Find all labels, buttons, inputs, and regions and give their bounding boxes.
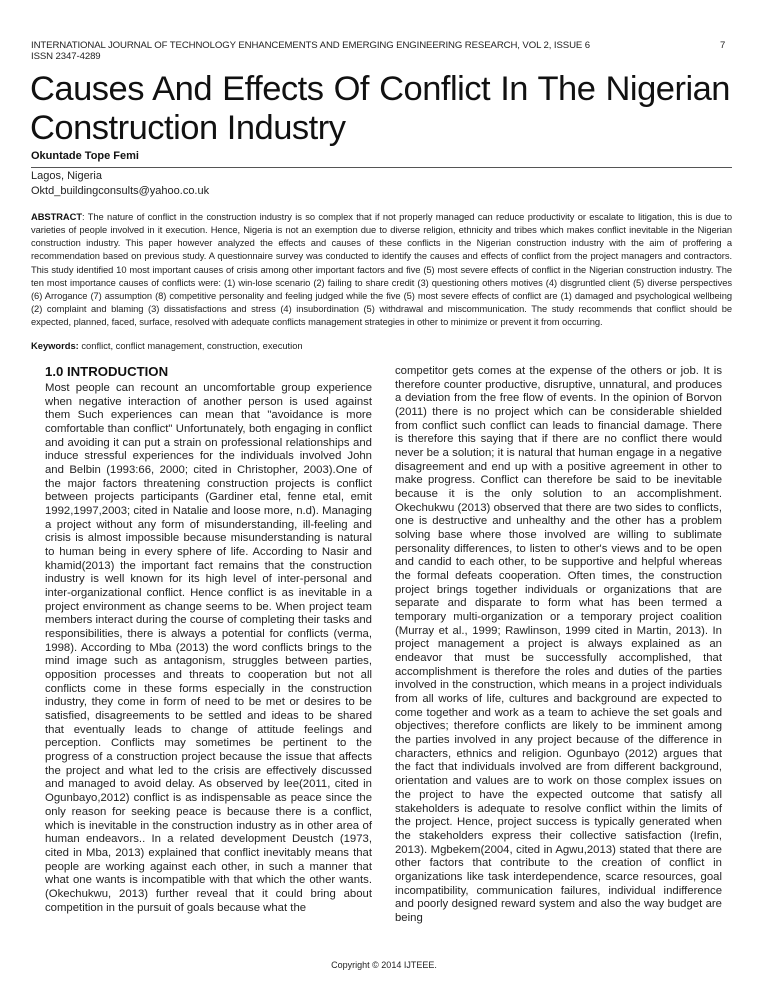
body-column-right: competitor gets comes at the expense of the others or job. It is therefore counter productive, disruptive, unnatural, and produces a deviation from the free flow of events. In the opinion of Borvon (2011) there is no project which can be considerable shielded from conflict such conflict can leads to financial damage. There is therefore this saying that if there are no conflict there would never be a solution; it is natural that human engage in a negative disagreement and end up with a positive agreement in other to make progress. Conflict can therefore be said to be inevitable because it is the only solution to an accomplishment. Okechukwu (2013) observed that there are two sides to conflicts, one is destructive and unhealthy and the other has a problem solving base where those involved are willing to sublimate personality differences, to listen to other's views and to be open and candid to each other, to be supportive and helpful whereas the formal defeats cooperation. Often times, the construction project brings together individuals or organizations that are separate and disparate to form what has been termed a temporary multi-organization or a temporary project coalition (Murray et al., 1999; Rawlinson, 1999 cited in Martin, 2013). In project management a project is always explained as an endeavor that must be successfully accomplished, that accomplishment is therefore the roles and duties of the parties involved in the construction, which means in a project individuals from all works of life, cultures and background are expected to come together and work as a team to achieve the set goals and objectives; therefore conflicts are likely to be imminent among the parties involved in any project because of the difference in characters, ethnics and religion. Ogunbayo (2012) argues that the fact that individuals involved are from different background, orientation and values are to work on those complex issues on the project to have the expected outcome that satisfy all stakeholders is adequate to resolve conflict within the limits of the project. Hence, project success is typically generated when the stakeholders express their collective satisfaction (Irefin, 2013). Mgbekem(2004, cited in Agwu,2013) stated that there are other factors that contribute to the creation of conflict in organizations like task interdependence, scarce resources, goal incompatibility, communication failures, individual indifference and poorly designed reward system and also the way budget are being <box>395 365 722 924</box>
journal-name: INTERNATIONAL JOURNAL OF TECHNOLOGY ENHANCEMENTS AND EMERGING ENGINEERING RESEARCH, VOL 2, ISSUE 6 <box>31 40 590 51</box>
author-affiliation <box>31 169 209 199</box>
title-line-1: Causes And Effects Of Conflict In The Nigerian <box>30 70 730 108</box>
body-column-left: Most people can recount an uncomfortable group experience when negative interaction of another person is used against them Such experiences can mean that "avoidance is more comfortable than conflict" Unfortunately, both engaging in conflict and avoiding it can put a strain on professional relationships and induce stressful experiences for the individuals involved John and Belbin (1993:66, 2000; cited in Christopher, 2003).One of the major factors threatening construction projects is conflict between projects participants (Gardiner etal, fenne etal, emit 1992,1997,2003; cited in Natalie and loose more, n.d). Managing a project without any form of misunderstanding, ill-feeling and crisis is almost impossible because misunderstanding is natural to human being in every sphere of life. According to Nasir and khamid(2013) the important fact remains that the construction industry is well known for its high level of inter-personal and inter-organizational conflict. Hence conflict is as inevitable in a project environment as change seems to be. When project team members interact during the course of completing their tasks and responsibilities, there is always a potential for conflicts (verma, 1998). According to Mba (2013) the word conflicts brings to the mind image such as antagonism, struggles between parties, opposition processes and threats to cooperation but not all conflicts come in these forms especially in the construction industry, they come in form of need to be met or desires to be satisfied, disagreements to be settled and ideas to be shared that eventually leads to change of attitude feelings and perception. Conflicts may sometimes be pertinent to the progress of a construction project because the issue that affects the project and what led to the crisis are effectively discussed and managed to avoid delay. As observed by lee(2011, cited in Ogunbayo,2012) conflict is as indispensable as peace since the only reason for seeking peace is because there is a conflict, which is inevitable in the construction industry as in other area of human endeavors.. In a related development Deustch (1973, cited in Mba, 2013) explained that conflict inevitably means that people are working against each other, in such a manner that what one wants is incompatible with that which the other wants. (Okechukwu, 2013) further reveal that it could bring about competition in the pursuit of goals because what the <box>45 382 372 914</box>
abstract-label: ABSTRACT <box>31 212 82 222</box>
author-divider <box>31 167 732 168</box>
abstract-text: : The nature of conflict in the construction industry is so complex that if not properly managed can reduce productivity or escalate to litigation, this is due to varieties of people involved in it execution. Hence, Nigeria is not an exemption due to diverse religion, ethnicity and tribes which makes conflict inevitable in the Nigerian construction industry. This paper however analyzed the effects and causes of these conflicts in the Nigerian construction industry with the aim of proffering a recommendation based on previous study. A questionnaire survey was conducted to identify the causes and effects of conflict from the project managers and contractors. This study identified 10 most important causes of crisis among other important factors and five (5) most severe effects of conflict in the Nigerian construction industry. The ten most importance causes of conflicts were: (1) win-lose scenario (2) failing to share credit (3) questioning others motives (4) disgruntled client (5) diverse perspectives (6) Arrogance (7) assumption (8) competitive personality and feeling judged while the five (5) most severe effects of conflict are (1) damaged and psychological wellbeing (2) complaint and blaming (3) dissatisfactions and stress (4) insubordination (5) withdrawal and miscommunication. The study recommends that conflict should be expected, planned, faced, surface, resolved with adequate conflicts management strategies in other to minimize or prevent it from occurring. <box>31 212 732 328</box>
section-heading-introduction: 1.0 INTRODUCTION <box>45 364 169 379</box>
author-name: Okuntade Tope Femi <box>31 150 139 162</box>
keywords-text: conflict, conflict management, construction, execution <box>78 341 303 351</box>
abstract <box>31 211 732 329</box>
page-number: 7 <box>720 40 726 51</box>
keywords <box>31 341 303 351</box>
title-line-2: Construction Industry <box>30 109 346 147</box>
copyright-footer: Copyright © 2014 IJTEEE. <box>331 960 437 970</box>
author-email[interactable]: Oktd_buildingconsults@yahoo.co.uk <box>31 185 210 197</box>
issn: ISSN 2347-4289 <box>31 51 101 62</box>
paper-title <box>30 70 730 148</box>
running-header <box>31 40 711 62</box>
author-location: Lagos, Nigeria <box>31 170 102 182</box>
keywords-label: Keywords: <box>31 341 79 351</box>
